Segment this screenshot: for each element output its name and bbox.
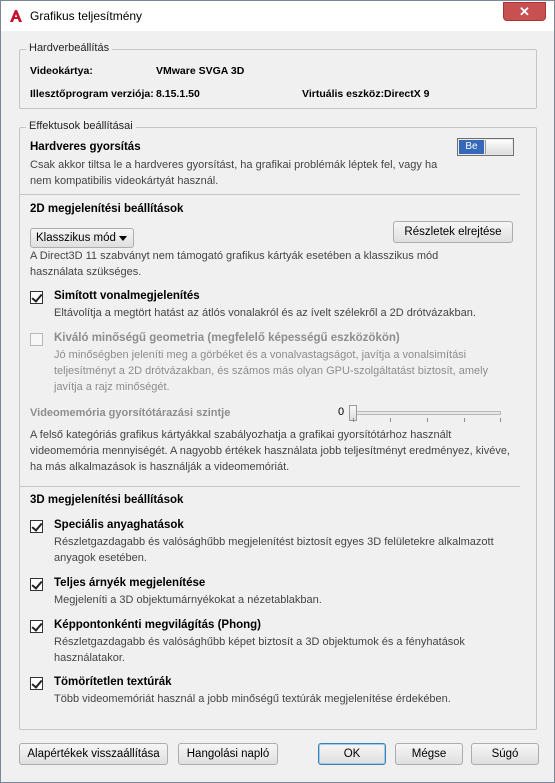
close-icon[interactable]: ✕ bbox=[503, 2, 546, 21]
tuning-log-button[interactable]: Hangolási napló bbox=[178, 743, 278, 765]
card-value: VMware SVGA 3D bbox=[156, 65, 245, 77]
cache-level-ticks bbox=[353, 418, 501, 422]
smooth-line-label[interactable]: Simított vonalmegjelenítés bbox=[54, 290, 200, 302]
settings-2d-title: 2D megjelenítési beállítások bbox=[30, 203, 184, 215]
hw-accel-toggle[interactable] bbox=[457, 138, 514, 156]
render-mode-select[interactable] bbox=[30, 228, 134, 248]
virtual-device-label: Virtuális eszköz: bbox=[302, 88, 385, 100]
cache-level-track[interactable] bbox=[349, 411, 501, 415]
autocad-logo-icon bbox=[9, 9, 23, 23]
ok-button[interactable]: OK bbox=[318, 743, 386, 765]
toggle-knob bbox=[485, 140, 512, 154]
uncompressed-textures-checkbox[interactable] bbox=[30, 677, 43, 690]
divider bbox=[20, 194, 520, 195]
uncompressed-textures-label[interactable]: Tömörítetlen textúrák bbox=[54, 676, 172, 688]
card-label: Videokártya: bbox=[30, 65, 93, 77]
full-shadow-checkbox[interactable] bbox=[30, 578, 43, 591]
geometry-checkbox[interactable] bbox=[30, 333, 43, 346]
reset-defaults-button[interactable]: Alapértékek visszaállítása bbox=[19, 743, 168, 765]
cache-level-desc: A felső kategóriás grafikus kártyákkal szabályozhatja a grafikai gyorsítótárhoz használt videomemória mennyiségét. A nagyobb értékek használata jobb teljesítményt eredményez, kivéve, ha más alkalmazások is használják a videomemóriát. bbox=[30, 429, 510, 473]
cancel-button[interactable]: Mégse bbox=[395, 743, 463, 765]
full-shadow-desc: Megjeleníti a 3D objektumárnyékokat a nézetablakban. bbox=[54, 594, 322, 606]
material-effects-checkbox[interactable] bbox=[30, 520, 43, 533]
window-title: Grafikus teljesítmény bbox=[30, 9, 143, 23]
cache-level-label: Videomemória gyorsítótárazási szintje bbox=[30, 407, 231, 419]
hw-accel-desc: Csak akkor tiltsa le a hardveres gyorsítást, ha grafikai problémák léptek fel, vagy ha nem kompatibilis videokártyát használ. bbox=[30, 159, 438, 187]
per-pixel-lighting-checkbox[interactable] bbox=[30, 620, 43, 633]
settings-3d-title: 3D megjelenítési beállítások bbox=[30, 494, 184, 506]
material-effects-label[interactable]: Speciális anyaghatások bbox=[54, 519, 184, 531]
smooth-line-checkbox[interactable] bbox=[30, 291, 43, 304]
geometry-label[interactable]: Kiváló minőségű geometria (megfelelő képességű eszközökön) bbox=[54, 332, 400, 344]
hw-accel-title: Hardveres gyorsítás bbox=[30, 141, 141, 153]
hardware-group bbox=[19, 42, 537, 109]
hardware-group-title: Hardverbeállítás bbox=[26, 42, 112, 54]
toggle-on-label: Be bbox=[459, 140, 484, 154]
chevron-down-icon bbox=[119, 236, 127, 241]
driver-label: Illesztőprogram verziója: bbox=[30, 88, 154, 100]
smooth-line-desc: Eltávolítja a megtört hatást az átlós vonalakról és az ívelt szélekről a 2D drótvázakban. bbox=[54, 307, 476, 319]
divider bbox=[20, 486, 520, 487]
title-bar[interactable] bbox=[1, 1, 554, 31]
per-pixel-lighting-desc: Részletgazdagabb és valósághűbb képet biztosít a 3D objektumok és a fényhatások használatakor. bbox=[54, 636, 465, 664]
material-effects-desc: Részletgazdagabb és valósághűbb megjelenítést biztosít egyes 3D felületekre alkalmazott anyagok esetében. bbox=[54, 536, 494, 564]
per-pixel-lighting-label[interactable]: Képpontonkénti megvilágítás (Phong) bbox=[54, 619, 262, 631]
help-button[interactable]: Súgó bbox=[471, 743, 539, 765]
full-shadow-label[interactable]: Teljes árnyék megjelenítése bbox=[54, 577, 206, 589]
driver-value: 8.15.1.50 bbox=[156, 88, 200, 100]
effects-group bbox=[19, 120, 537, 730]
render-mode-desc: A Direct3D 11 szabványt nem támogató grafikus kártyák esetében a klasszikus mód használata szükséges. bbox=[30, 250, 439, 278]
virtual-device-value: DirectX 9 bbox=[384, 88, 430, 100]
render-mode-value: Klasszikus mód bbox=[36, 232, 116, 244]
geometry-desc: Jó minőségben jeleníti meg a görbéket és a vonalvastagságot, javítja a vonalsimítási teljesítményt a 2D drótvázakban, és számos más olyan GPU-szolgáltatást biztosít, amely javítja a rajz minőségét. bbox=[54, 349, 489, 393]
effects-group-title: Effektusok beállításai bbox=[26, 120, 136, 132]
hide-details-button[interactable]: Részletek elrejtése bbox=[393, 221, 513, 243]
uncompressed-textures-desc: Több videomemóriát használ a jobb minőségű textúrák megjelenítése érdekében. bbox=[54, 693, 451, 705]
cache-level-value: 0 bbox=[338, 406, 345, 418]
